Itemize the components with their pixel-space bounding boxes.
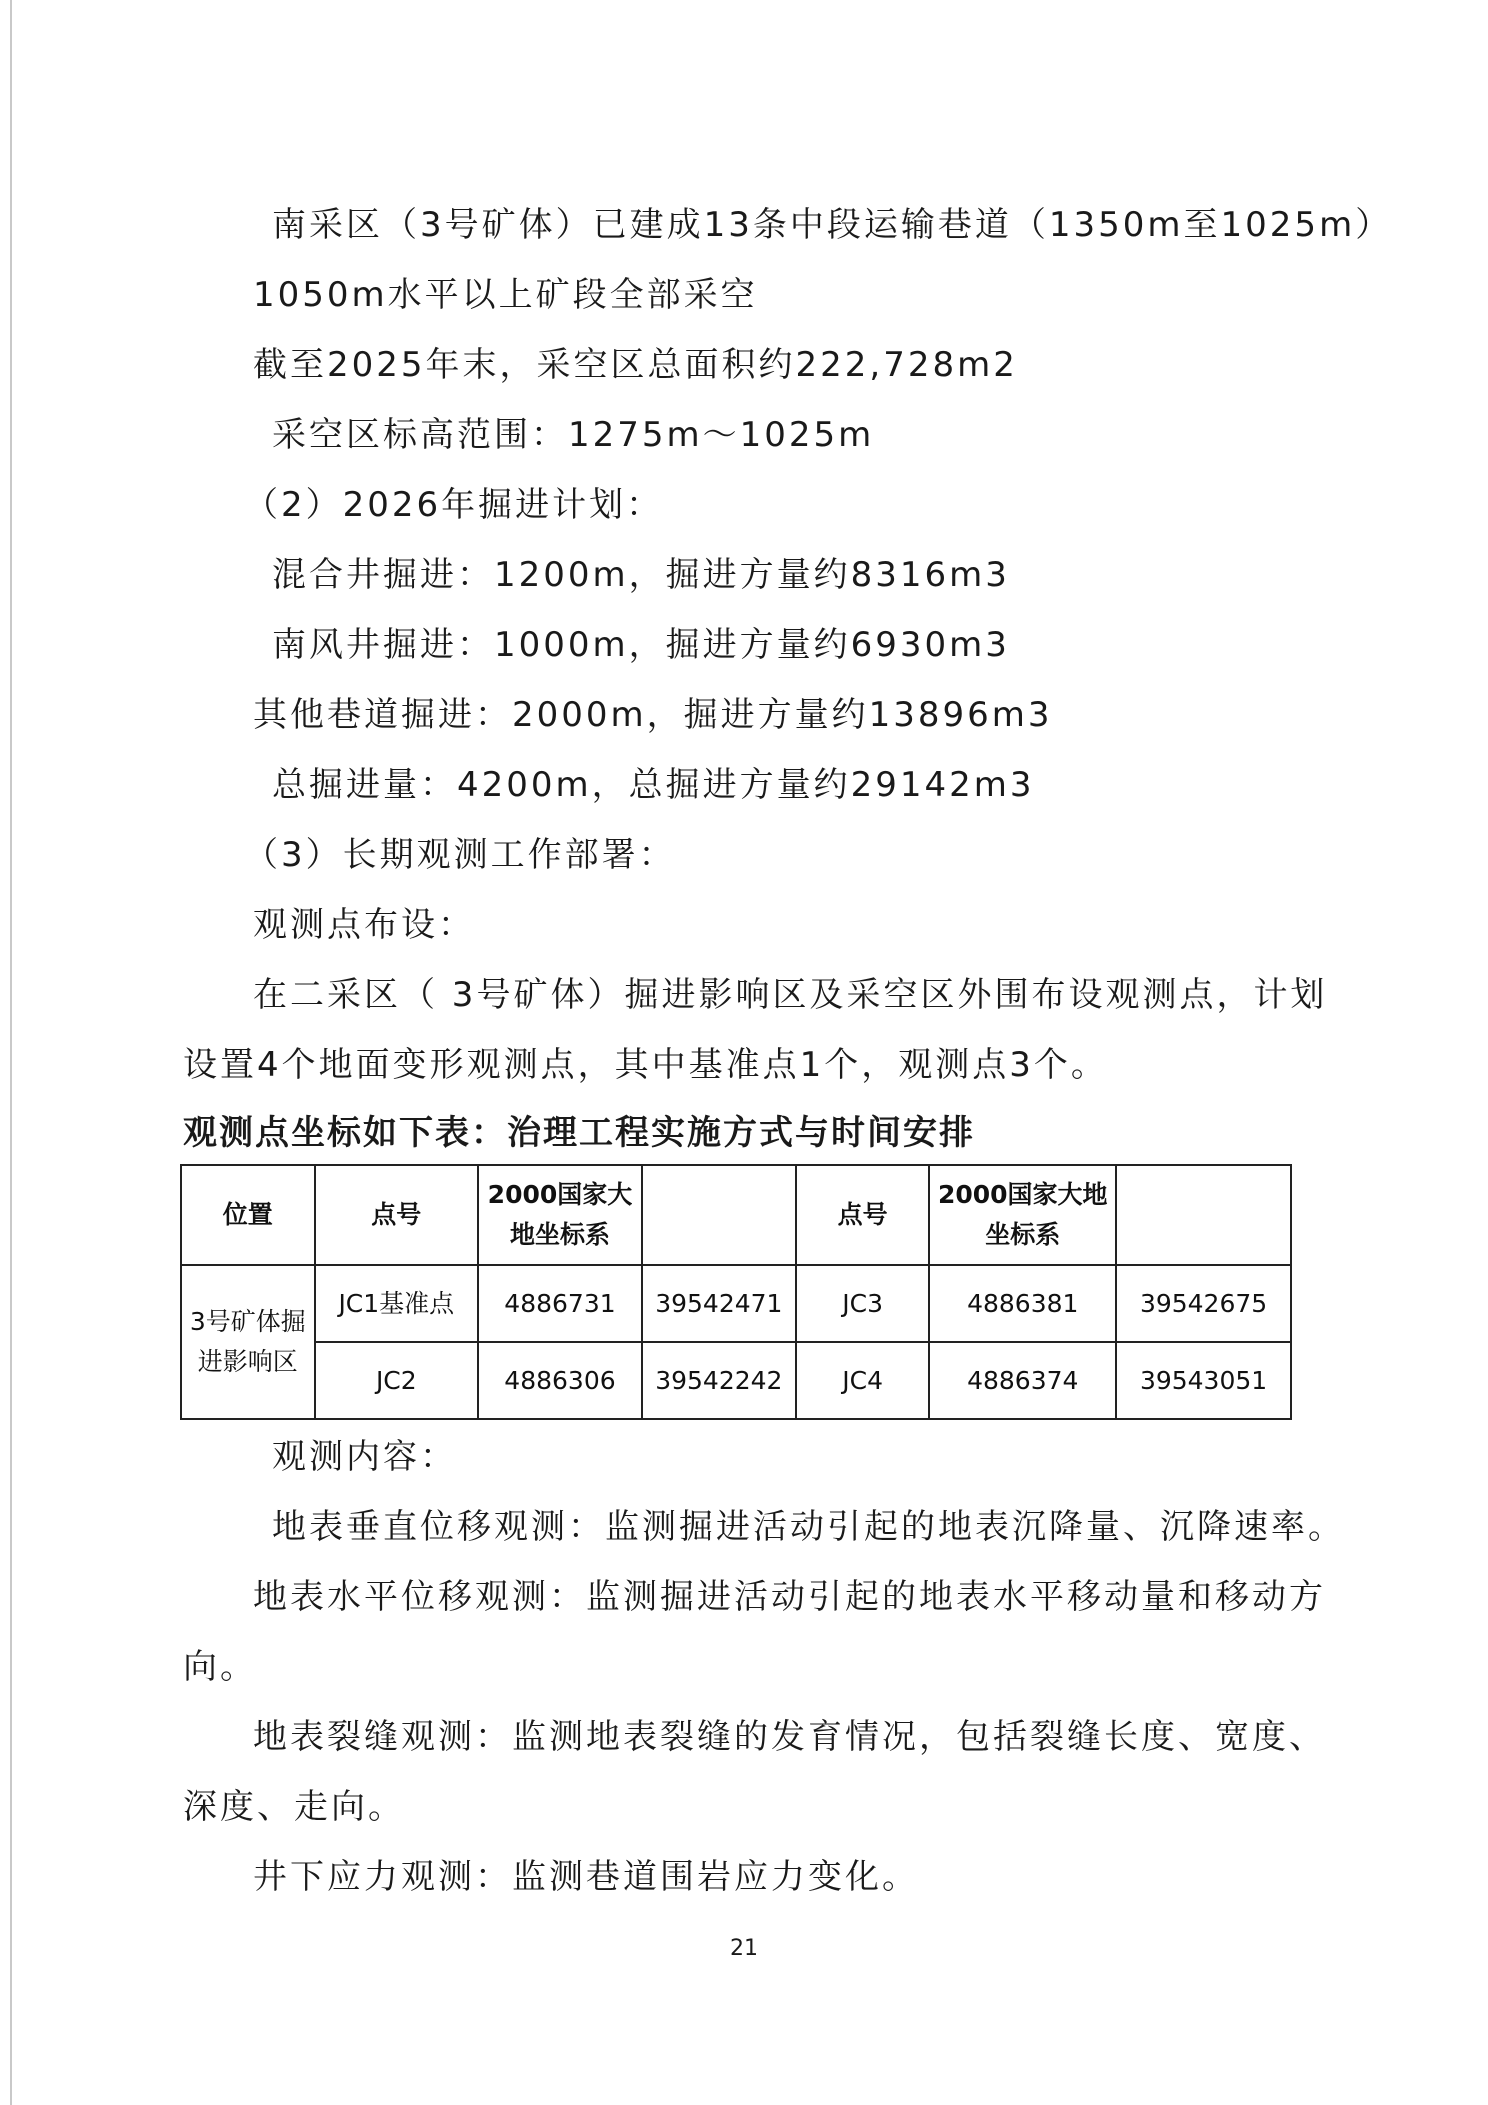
- paragraph-line: 南采区（3号矿体）已建成13条中段运输巷道（1350m至1025m）: [272, 205, 1393, 245]
- header-point-id: 点号: [796, 1165, 930, 1265]
- coordinate-y-cell: 39542242: [642, 1342, 796, 1419]
- table-row: [181, 1342, 1291, 1419]
- header-location: 位置: [181, 1165, 315, 1265]
- point-id-cell: JC3: [796, 1265, 930, 1342]
- header-coordinate-system: 2000国家大地坐标系: [478, 1165, 642, 1265]
- paragraph-line: 井下应力观测：监测巷道围岩应力变化。: [253, 1857, 919, 1897]
- paragraph-line: 总掘进量：4200m，总掘进方量约29142m3: [272, 765, 1035, 805]
- coordinate-x-cell: 4886306: [478, 1342, 642, 1419]
- point-id-cell: JC4: [796, 1342, 930, 1419]
- point-id-cell: JC1基准点: [315, 1265, 479, 1342]
- coordinate-x-cell: 4886374: [929, 1342, 1116, 1419]
- paragraph-line: 设置4个地面变形观测点，其中基准点1个，观测点3个。: [183, 1045, 1108, 1085]
- paragraph-line: 地表裂缝观测：监测地表裂缝的发育情况，包括裂缝长度、宽度、: [253, 1717, 1326, 1757]
- paragraph-line: 其他巷道掘进：2000m，掘进方量约13896m3: [253, 695, 1053, 735]
- coordinate-y-cell: 39543051: [1116, 1342, 1291, 1419]
- coordinate-x-cell: 4886731: [478, 1265, 642, 1342]
- coordinate-y-cell: 39542675: [1116, 1265, 1291, 1342]
- paragraph-line: 地表垂直位移观测：监测掘进活动引起的地表沉降量、沉降速率。: [272, 1507, 1345, 1547]
- header-point-id: 点号: [315, 1165, 479, 1265]
- paragraph-line: 深度、走向。: [183, 1787, 405, 1827]
- paragraph-line: 向。: [183, 1647, 257, 1687]
- coordinate-x-cell: 4886381: [929, 1265, 1116, 1342]
- header-empty: [642, 1165, 796, 1265]
- coordinates-table: [180, 1164, 1292, 1420]
- paragraph-line: 截至2025年末，采空区总面积约222,728m2: [253, 345, 1018, 385]
- location-cell: 3号矿体掘进影响区: [181, 1265, 315, 1419]
- table-header-row: [181, 1165, 1291, 1265]
- paragraph-line: 观测点布设：: [253, 905, 475, 945]
- section-heading: （2）2026年掘进计划：: [244, 485, 664, 525]
- paragraph-line: 采空区标高范围：1275m～1025m: [272, 415, 875, 455]
- scan-edge-line: [10, 0, 12, 2105]
- page-number: 21: [730, 1936, 758, 1961]
- section-heading: （3）长期观测工作部署：: [244, 835, 676, 875]
- header-empty: [1116, 1165, 1291, 1265]
- section-heading: 观测内容：: [272, 1437, 457, 1477]
- paragraph-line: 南风井掘进：1000m，掘进方量约6930m3: [272, 625, 1010, 665]
- header-coordinate-system: 2000国家大地坐标系: [929, 1165, 1116, 1265]
- table-row: [181, 1265, 1291, 1342]
- paragraph-line: 1050m水平以上矿段全部采空: [253, 275, 758, 315]
- point-id-cell: JC2: [315, 1342, 479, 1419]
- table-caption: 观测点坐标如下表：治理工程实施方式与时间安排: [183, 1113, 975, 1153]
- coordinate-y-cell: 39542471: [642, 1265, 796, 1342]
- paragraph-line: 混合井掘进：1200m，掘进方量约8316m3: [272, 555, 1010, 595]
- paragraph-line: 地表水平位移观测：监测掘进活动引起的地表水平移动量和移动方: [253, 1577, 1326, 1617]
- paragraph-line: 在二采区（ 3号矿体）掘进影响区及采空区外围布设观测点，计划: [253, 975, 1328, 1015]
